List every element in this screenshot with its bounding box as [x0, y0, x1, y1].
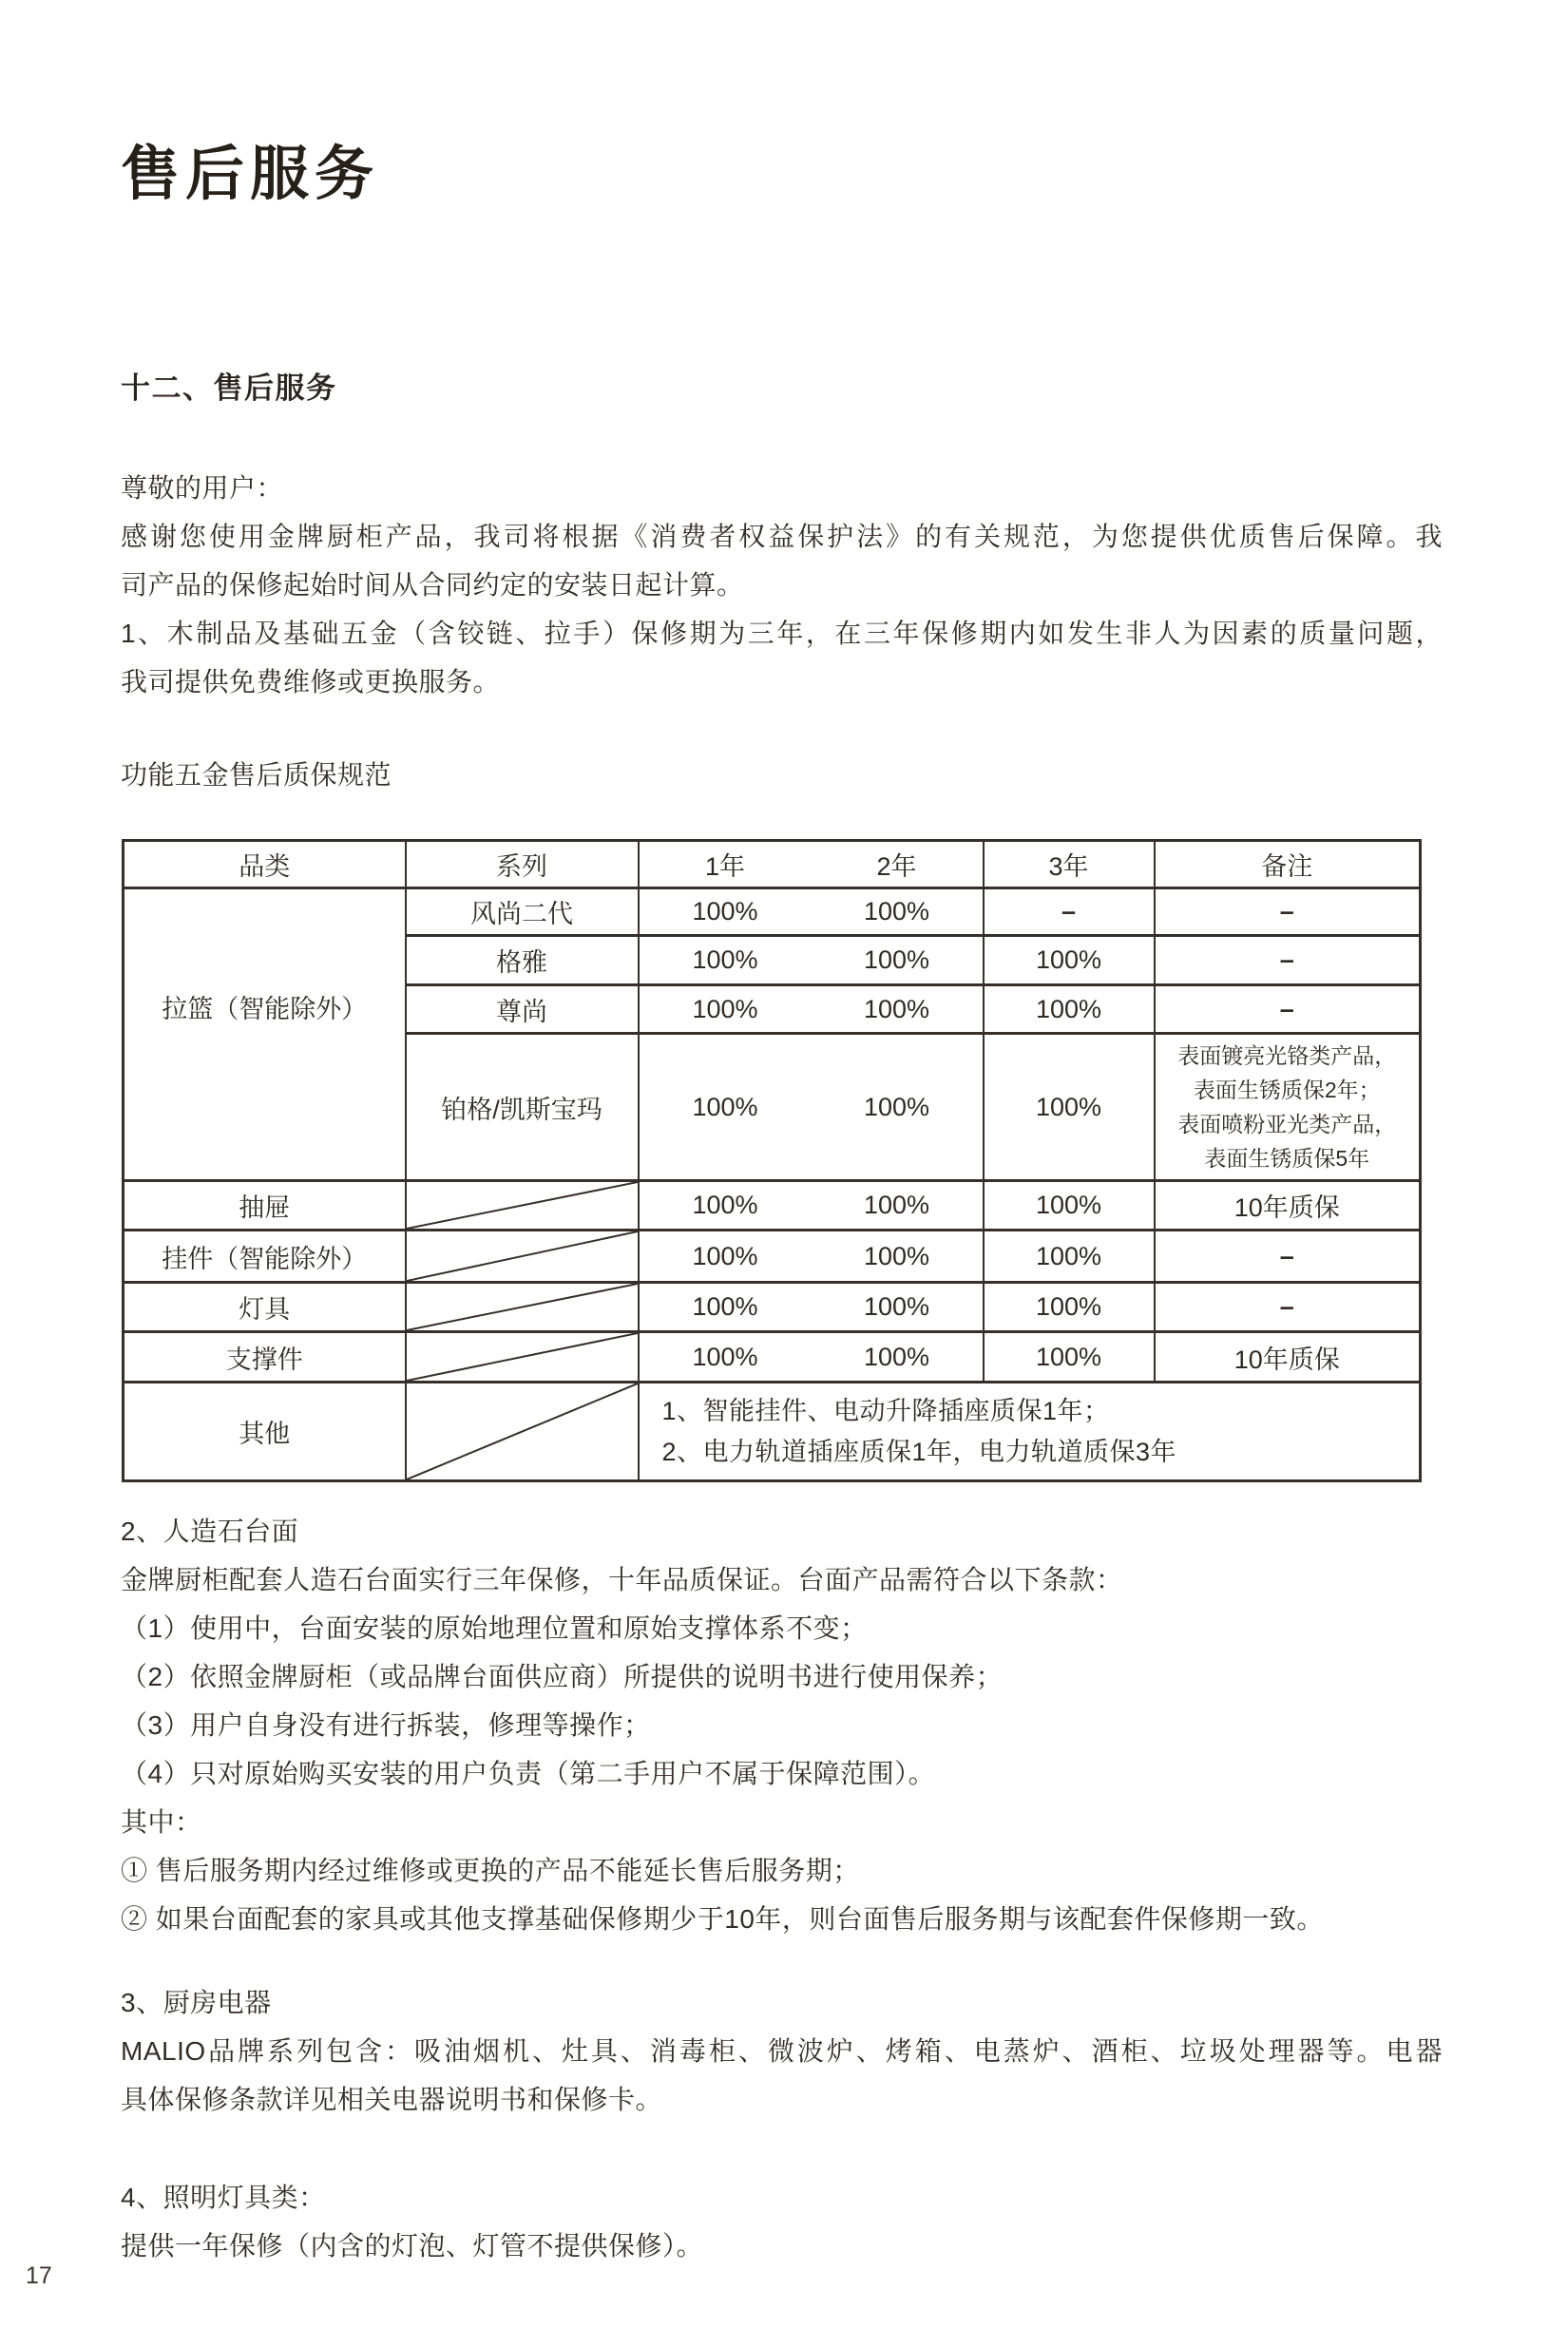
series-cell [406, 888, 639, 936]
text-line: 尊敬的用户： [121, 473, 284, 503]
text-line: MALIO品牌系列包含：吸油烟机、灶具、消毒柜、微波炉、烤箱、电蒸炉、酒柜、垃圾处理器等。电器 [121, 2036, 1443, 2066]
text-line: 表面镀亮光铬类产品， [1177, 1043, 1397, 1068]
year3-cell [984, 985, 1155, 1034]
cell-value: 尊尚 [496, 997, 547, 1026]
cell-value: 挂件（智能除外） [162, 1244, 368, 1273]
cell-value: 风尚二代 [470, 900, 573, 928]
text-line: 我司提供免费维修或更换服务。 [121, 667, 501, 696]
cell-value: 格雅 [496, 948, 547, 977]
table-header-cell: 3年 [984, 841, 1155, 888]
cell-value: 100% [1035, 945, 1102, 974]
cell-value: 100% [863, 1342, 930, 1371]
text-line: 提供一年保修（内含的灯泡、灯管不提供保修）。 [121, 2231, 704, 2261]
cell-value: – [1279, 897, 1294, 925]
year3-cell [984, 1231, 1155, 1283]
diagonal-slash-cell [406, 1231, 639, 1283]
page-title: 售后服务 [121, 142, 380, 207]
cell-value: 其他 [239, 1420, 291, 1448]
year1-cell [639, 1034, 812, 1181]
cell-value: 100% [692, 1092, 758, 1121]
cell-value: – [1279, 1292, 1294, 1321]
text-line: （4）只对原始购买安装的用户负责（第二手用户不属于保障范围）。 [121, 1759, 936, 1788]
text-line: ① 售后服务期内经过维修或更换的产品不能延长售后服务期； [121, 1856, 860, 1885]
year3-cell [984, 1034, 1155, 1181]
text-line: 4、照明灯具类： [121, 2183, 326, 2212]
table-header-cell: 系列 [406, 841, 639, 888]
cell-value: 100% [1035, 1191, 1102, 1219]
cell-value: 100% [863, 1292, 930, 1321]
table-header-cell: 品类 [124, 841, 406, 888]
section-heading: 十二、售后服务 [121, 372, 337, 405]
series-cell [406, 985, 639, 1034]
year2-cell [812, 888, 984, 936]
diagonal-slash-cell [406, 1383, 639, 1481]
text-line: （2）依照金牌厨柜（或品牌台面供应商）所提供的说明书进行使用保养； [121, 1662, 1004, 1691]
year1-cell [639, 1181, 812, 1231]
cell-value: 100% [863, 1191, 930, 1219]
cell-value: 铂格/凯斯宝玛 [441, 1095, 602, 1124]
note-cell [1155, 1231, 1421, 1283]
series-cell [406, 936, 639, 985]
note-cell [1155, 1332, 1421, 1383]
cell-value: 100% [1035, 1092, 1102, 1121]
cell-value: 100% [863, 897, 930, 925]
cell-value: 100% [692, 994, 758, 1023]
cell-value: 100% [692, 1292, 758, 1321]
year2-cell [812, 1181, 984, 1231]
cell-value: 100% [1035, 1292, 1102, 1321]
diagonal-slash-cell [406, 1332, 639, 1383]
table-header-cell: 2年 [812, 841, 984, 888]
category-cell [124, 1181, 406, 1231]
cell-value: 100% [1035, 994, 1102, 1023]
cell-value: 100% [863, 994, 930, 1023]
warranty-table [122, 839, 1422, 1482]
note-cell [1155, 1283, 1421, 1332]
year2-cell [812, 1034, 984, 1181]
cell-value: – [1279, 945, 1294, 974]
year3-cell [984, 1332, 1155, 1383]
note-cell [1155, 985, 1421, 1034]
series-cell [406, 1034, 639, 1181]
cell-value: 100% [863, 1241, 930, 1270]
year1-cell [639, 888, 812, 936]
diagonal-slash [407, 1231, 638, 1281]
table-header-cell: 1年 [639, 841, 812, 888]
year3-cell [984, 888, 1155, 936]
diagonal-slash-cell [406, 1283, 639, 1332]
category-cell: 拉篮（智能除外） [124, 888, 406, 1181]
text-line: 感谢您使用金牌厨柜产品，我司将根据《消费者权益保护法》的有关规范，为您提供优质售后保障。我 [121, 522, 1443, 551]
cell-value: 100% [692, 1342, 758, 1371]
cell-value: 100% [692, 1241, 758, 1270]
year2-cell [812, 936, 984, 985]
cell-value: 支撑件 [225, 1345, 303, 1374]
cell-value: 100% [863, 945, 930, 974]
text-line: 表面生锈质保2年； [1193, 1078, 1381, 1102]
diagonal-slash [407, 1333, 638, 1381]
cell-value: 100% [1035, 1241, 1102, 1270]
text-line: 其中： [121, 1807, 202, 1837]
cell-value: 灯具 [239, 1295, 291, 1324]
diagonal-slash [407, 1383, 638, 1479]
year1-cell [639, 1231, 812, 1283]
text-line: （3）用户自身没有进行拆装，修理等操作； [121, 1710, 651, 1740]
cell-value: 10年质保 [1233, 1193, 1340, 1222]
other-notes-cell [639, 1383, 1421, 1481]
diagonal-slash-cell [406, 1181, 639, 1231]
year1-cell [639, 936, 812, 985]
year2-cell [812, 1283, 984, 1332]
year2-cell [812, 1332, 984, 1383]
cell-value: – [1061, 897, 1077, 925]
diagonal-slash [407, 1182, 638, 1229]
cell-value: 100% [692, 897, 758, 925]
intro-paragraph [121, 464, 1443, 706]
diagonal-slash [407, 1284, 638, 1330]
category-cell [124, 1332, 406, 1383]
section-2 [121, 1507, 1443, 1943]
text-line: 表面生锈质保5年 [1204, 1146, 1370, 1171]
year3-cell [984, 936, 1155, 985]
text-line: 司产品的保修起始时间从合同约定的安装日起计算。 [121, 570, 744, 600]
text-line: 1、智能挂件、电动升降插座质保1年； [661, 1396, 1110, 1425]
cell-value: 100% [692, 1191, 758, 1219]
year1-cell [639, 1332, 812, 1383]
text-line: （1）使用中，台面安装的原始地理位置和原始支撑体系不变； [121, 1613, 868, 1643]
cell-value: 100% [1035, 1342, 1102, 1371]
page-number: 17 [26, 2262, 52, 2289]
note-cell [1155, 888, 1421, 936]
section-3 [121, 1978, 1443, 2124]
category-cell [124, 1383, 406, 1481]
category-cell [124, 1283, 406, 1332]
text-line: ② 如果台面配套的家具或其他支撑基础保修期少于10年，则台面售后服务期与该配套件保修期一致。 [121, 1904, 1324, 1934]
text-line: 2、电力轨道插座质保1年，电力轨道质保3年 [661, 1437, 1177, 1466]
year1-cell [639, 985, 812, 1034]
category-cell [124, 1231, 406, 1283]
note-cell [1155, 1034, 1421, 1181]
cell-value: 10年质保 [1233, 1345, 1340, 1374]
text-line: 2、人造石台面 [121, 1517, 299, 1546]
text-line: 具体保修条款详见相关电器说明书和保修卡。 [121, 2085, 663, 2114]
table-caption: 功能五金售后质保规范 [121, 760, 392, 790]
year2-cell [812, 1231, 984, 1283]
cell-value: 100% [863, 1092, 930, 1121]
text-line: 金牌厨柜配套人造石台面实行三年保修，十年品质保证。台面产品需符合以下条款： [121, 1565, 1123, 1594]
text-line: 1、木制品及基础五金（含铰链、拉手）保修期为三年，在三年保修期内如发生非人为因素的质量问题， [121, 619, 1443, 648]
note-cell [1155, 936, 1421, 985]
text-line: 3、厨房电器 [121, 1988, 272, 2017]
year3-cell [984, 1283, 1155, 1332]
year1-cell [639, 1283, 812, 1332]
cell-value: – [1279, 994, 1294, 1023]
text-line: 表面喷粉亚光类产品， [1177, 1112, 1397, 1136]
note-cell [1155, 1181, 1421, 1231]
cell-value: – [1279, 1241, 1294, 1270]
cell-value: 100% [692, 945, 758, 974]
section-4 [121, 2173, 1443, 2270]
year2-cell [812, 985, 984, 1034]
year3-cell [984, 1181, 1155, 1231]
cell-value: 抽屉 [239, 1193, 291, 1222]
table-header-cell: 备注 [1155, 841, 1421, 888]
